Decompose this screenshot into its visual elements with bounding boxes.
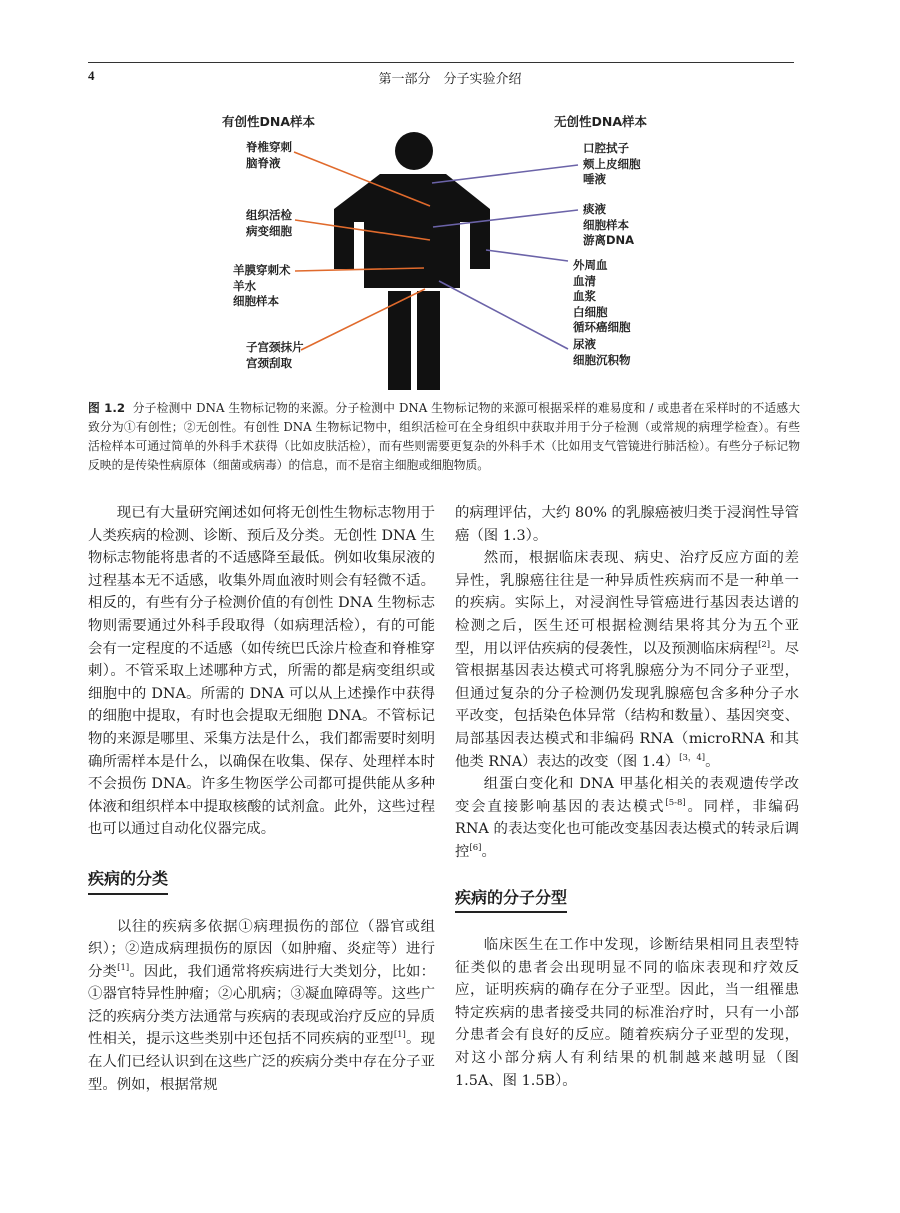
label-group-urine [573, 337, 631, 368]
silhouette-torso-arms [334, 174, 490, 288]
label-group-spinal [246, 140, 292, 171]
figure-dna-sources [88, 104, 794, 394]
label-text: 脊椎穿刺 [246, 140, 292, 154]
label-text: 子宫颈抹片 [246, 340, 304, 354]
paragraph [88, 916, 435, 1097]
paragraph-text: 。尽管根据基因表达模式可将乳腺癌分为不同分子亚型，但通过复杂的分子检测仍发现乳腺癌包含多种分子水平改变，包括染色体异常（结构和数量）、基因突变、局部基因表达模式和非编码 RNA（microRNA 和其他类 RNA）表达的改变（图 1.4） [455, 640, 799, 770]
silhouette-head [395, 132, 433, 170]
line-peripheral-blood [486, 250, 568, 261]
label-text: 白细胞 [573, 304, 608, 319]
right-column [455, 502, 799, 1092]
line-urine [439, 281, 568, 349]
label-text: 游离DNA [583, 233, 635, 247]
invasive-heading: 有创性DNA样本 [222, 114, 316, 129]
paragraph: 临床医生在工作中发现，诊断结果相同且表型特征类似的患者会出现明显不同的临床表现和疗效反应，证明疾病的确存在分子亚型。因此，当一组罹患特定疾病的患者接受共同的标准治疗时，只有一小部分患者会有良好的反应。随着疾病分子亚型的发现，对这小部分病人有利结果的机制越来越明显（图 1.5A、图 1.5B）。 [455, 937, 799, 1089]
label-text: 循环癌细胞 [573, 320, 631, 334]
noninvasive-heading: 无创性DNA样本 [554, 114, 648, 129]
label-text: 颊上皮细胞 [583, 156, 641, 171]
label-text: 口腔拭子 [583, 141, 629, 155]
page-number: 4 [88, 68, 95, 83]
citation: [3，4] [679, 752, 706, 763]
line-buccal-swab [432, 165, 578, 183]
label-text: 羊水 [233, 278, 256, 293]
label-text: 组织活检 [246, 208, 292, 222]
silhouette-leg-right [417, 291, 440, 390]
label-text: 细胞样本 [583, 217, 629, 232]
figure-illustration [88, 104, 794, 394]
label-text: 细胞样本 [233, 294, 279, 308]
label-text: 外周血 [573, 258, 608, 272]
paragraph-text: 。 [705, 753, 720, 770]
label-text: 宫颈刮取 [246, 355, 292, 370]
running-head: 第一部分 分子实验介绍 [378, 72, 522, 87]
left-column [88, 502, 435, 1096]
caption-text: 分子检测中 DNA 生物标记物的来源。分子检测中 DNA 生物标记物的来源可根据采样的难易度和 / 或患者在采样时的不适感大致分为①有创性；②无创性。有创性 DNA 生物标记物中，组织活检可在全身组织中获取并用于分子检测（或常规的病理学检查）。有些活检样本可通过简单的外科手术获得（比如皮肤活检），而有些则需要更复杂的外科手术（比如用支气管镜进行肺活检）。有些分子标记物反映的是传染性病原体（细菌或病毒）的信息，而不是宿主细胞或细胞物质。 [88, 401, 800, 472]
header-rule [88, 62, 794, 63]
label-text: 羊膜穿刺术 [233, 263, 291, 277]
label-group-amnio [233, 263, 291, 310]
label-group-biopsy [246, 208, 292, 239]
paragraph-text: 组蛋白变化和 DNA 甲基化相关的表观遗传学改变会直接影响基因的表达模式 [455, 776, 799, 815]
label-text: 血浆 [573, 289, 596, 303]
label-group-sputum [583, 202, 634, 249]
label-group-pap [246, 340, 304, 371]
label-text: 尿液 [573, 337, 596, 351]
citation: [1] [393, 1030, 406, 1041]
label-text: 病变细胞 [246, 223, 292, 238]
citation: [6] [469, 843, 482, 854]
label-text: 血清 [573, 273, 596, 288]
citation: [2] [758, 639, 771, 650]
paragraph: 现已有大量研究阐述如何将无创性生物标志物用于人类疾病的检测、诊断、预后及分类。无创性 DNA 生物标志物能将患者的不适感降至最低。例如收集尿液的过程基本无不适感，收集外周血液时则会有轻微不适。相反的，有些有分子检测价值的有创性 DNA 生物标志物则需要通过外科手段取得（如病理活检），有的可能会有一定程度的不适感（如传统巴氏涂片检查和脊椎穿刺）。不管采取上述哪种方式，所需的都是病变组织或细胞中的 DNA。所需的 DNA 可以从上述操作中获得的细胞中提取，有时也会提取无细胞 DNA。不管标记物的来源是哪里、采集方法是什么，我们都需要时刻明确所需样本是什么，以确保在收集、保存、处理样本时不会损伤 DNA。许多生物医学公司都可提供能从多种体液和组织样本中提取核酸的试剂盒。此外，这些过程也可以通过自动化仪器完成。 [88, 505, 435, 838]
label-group-blood [573, 258, 631, 336]
figure-caption [88, 399, 800, 475]
paragraph [455, 547, 799, 773]
section-heading: 疾病的分类 [88, 868, 168, 895]
paragraph [455, 773, 799, 863]
paragraph-text: 。因此，我们通常将疾病进行大类划分，比如：①器官特异性肿瘤；②心肌病；③凝血障碍等。这些广泛的疾病分类方法通常与疾病的表现或治疗反应的异质性相关，提示这些类别中还包括不同疾病的亚型 [88, 963, 435, 1048]
label-text: 细胞沉积物 [573, 352, 631, 367]
section-heading: 疾病的分子分型 [455, 887, 567, 914]
label-text: 唾液 [583, 172, 606, 186]
paragraph-text: 。 [481, 843, 496, 860]
paragraph-text: 。现在人们已经认识到在这些广泛的疾病分类中存在分子亚型。例如，根据常规 [88, 1031, 435, 1093]
paragraph-text: 以往的疾病多依据①病理损伤的部位（器官或组织）；②造成病理损伤的原因（如肿瘤、炎症等）进行分类 [88, 918, 435, 980]
label-text: 痰液 [583, 202, 606, 216]
figure-label: 图 1.2 [88, 401, 126, 415]
citation: [5-8] [665, 797, 686, 808]
paragraph: 的病理评估，大约 80% 的乳腺癌被归类于浸润性导管癌（图 1.3）。 [455, 505, 799, 544]
paragraph-text: 。同样，非编码 RNA 的表达变化也可能改变基因表达模式的转录后调控 [455, 798, 799, 860]
paragraph-text: 然而，根据临床表现、病史、治疗反应方面的差异性，乳腺癌往往是一种异质性疾病而不是一种单一的疾病。实际上，对浸润性导管癌进行基因表达谱的检测之后，医生还可根据检测结果将其分为五个亚型，用以评估疾病的侵袭性，以及预测临床病程 [455, 550, 799, 657]
label-text: 脑脊液 [246, 155, 281, 170]
human-silhouette [334, 132, 490, 390]
citation: [1] [117, 962, 130, 973]
label-group-buccal [583, 141, 641, 188]
